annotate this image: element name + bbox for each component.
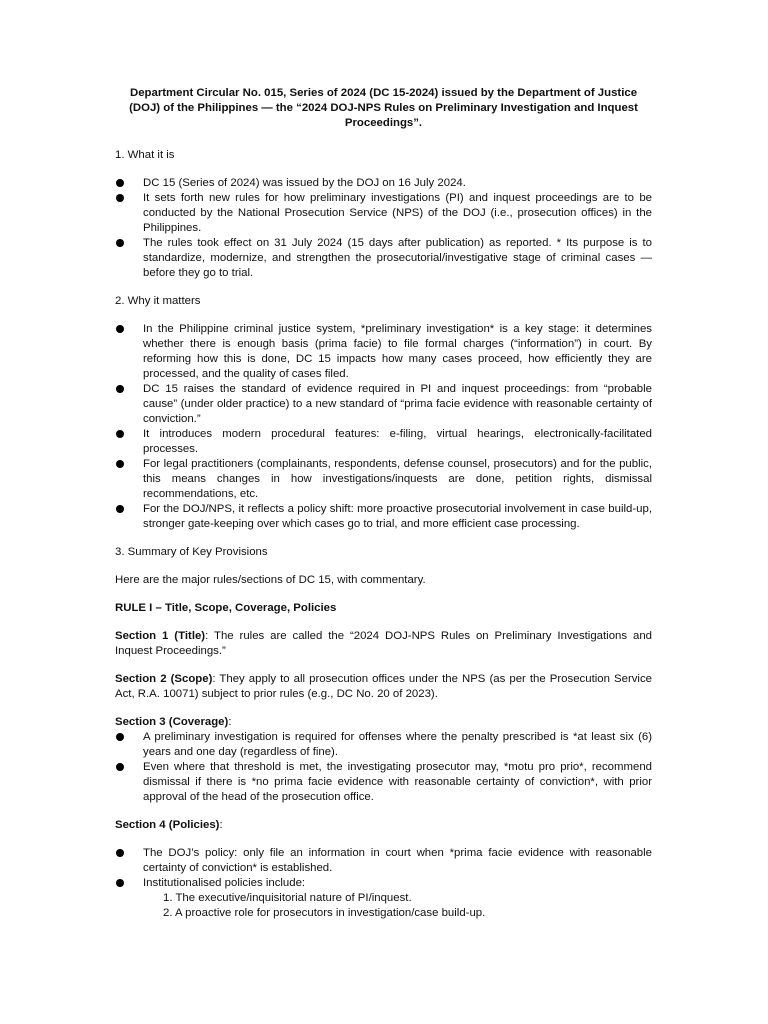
- list-item: Even where that threshold is met, the investigating prosecutor may, *motu pro prio*, recommend dismissal if there is *no prima facie evidence with reasonable certainty of conviction*, with prior approval of the head of the prosecution office.: [115, 760, 652, 805]
- document-title: Department Circular No. 015, Series of 2024 (DC 15-2024) issued by the Department of Justice (DOJ) of the Philippines — the “2024 DOJ-NPS Rules on Preliminary Investigation and Inquest Proceedings”.: [129, 87, 638, 129]
- what-it-is-list: [115, 176, 652, 281]
- numbered-item: 2. A proactive role for prosecutors in investigation/case build-up.: [163, 907, 486, 919]
- list-item: DC 15 raises the standard of evidence required in PI and inquest proceedings: from “probable cause” (under older practice) to a new standard of “prima facie evidence with reasonable certainty of conviction.”: [115, 382, 652, 427]
- section-2-paragraph: [115, 672, 652, 702]
- why-it-matters-list: [115, 322, 652, 532]
- section-4-list: [115, 846, 652, 891]
- document-page: [115, 86, 652, 921]
- section-1-label: Section 1 (Title): [115, 630, 206, 642]
- list-item: The DOJ’s policy: only file an information in court when *prima facie evidence with reasonable certainty of conviction* is established.: [115, 846, 652, 876]
- section-heading-why-it-matters: 2. Why it matters: [115, 295, 201, 307]
- section-3-list: [115, 730, 652, 805]
- list-item: For the DOJ/NPS, it reflects a policy shift: more proactive prosecutorial involvement in case build-up, stronger gate-keeping over which cases go to trial, and more efficient case processing.: [115, 502, 652, 532]
- section-4-numbered-list: [115, 891, 652, 921]
- section-2-text: : They apply to all prosecution offices under the NPS (as per the Prosecution Service Act, R.A. 10071) subject to prior rules (e.g., DC No. 20 of 2023).: [115, 673, 652, 700]
- list-item: It sets forth new rules for how preliminary investigations (PI) and inquest proceedings are to be conducted by the National Prosecution Service (NPS) of the DOJ (i.e., prosecution offices) in the Philippines.: [115, 191, 652, 236]
- section-3-label: Section 3 (Coverage): [115, 716, 229, 728]
- list-item: In the Philippine criminal justice system, *preliminary investigation* is a key stage: it determines whether there is enough basis (prima facie) to file formal charges (“information”) in court. By reforming how this is done, DC 15 impacts how many cases proceed, how efficiently they are processed, and the quality of cases filed.: [115, 322, 652, 382]
- list-item: DC 15 (Series of 2024) was issued by the DOJ on 16 July 2024.: [115, 176, 652, 191]
- section-1-text: : The rules are called the “2024 DOJ-NPS Rules on Preliminary Investigations and Inquest Proceedings.”: [115, 630, 652, 657]
- key-provisions-intro: Here are the major rules/sections of DC 15, with commentary.: [115, 574, 426, 586]
- section-heading-key-provisions: 3. Summary of Key Provisions: [115, 546, 268, 558]
- section-3-colon: :: [228, 716, 232, 728]
- section-3-heading: [115, 715, 652, 730]
- list-item: The rules took effect on 31 July 2024 (15 days after publication) as reported. * Its purpose is to standardize, modernize, and strengthen the prosecutorial/investigative stage of criminal cases — before they go to trial.: [115, 236, 652, 281]
- list-item: For legal practitioners (complainants, respondents, defense counsel, prosecutors) and for the public, this means changes in how investigations/inquests are done, petition rights, dismissal recommendations, etc.: [115, 457, 652, 502]
- section-heading-what-it-is: 1. What it is: [115, 149, 175, 161]
- section-4-heading: [115, 818, 652, 833]
- list-item: It introduces modern procedural features: e-filing, virtual hearings, electronically-facilitated processes.: [115, 427, 652, 457]
- list-item: A preliminary investigation is required for offenses where the penalty prescribed is *at least six (6) years and one day (regardless of fine).: [115, 730, 652, 760]
- list-item: Institutionalised policies include:: [115, 876, 652, 891]
- section-4-label: Section 4 (Policies): [115, 819, 220, 831]
- section-4-colon: :: [219, 819, 223, 831]
- numbered-item: 1. The executive/inquisitorial nature of PI/inquest.: [163, 892, 412, 904]
- section-2-label: Section 2 (Scope): [115, 673, 213, 685]
- rule-heading: RULE I – Title, Scope, Coverage, Policies: [115, 602, 337, 614]
- section-1-paragraph: [115, 629, 652, 659]
